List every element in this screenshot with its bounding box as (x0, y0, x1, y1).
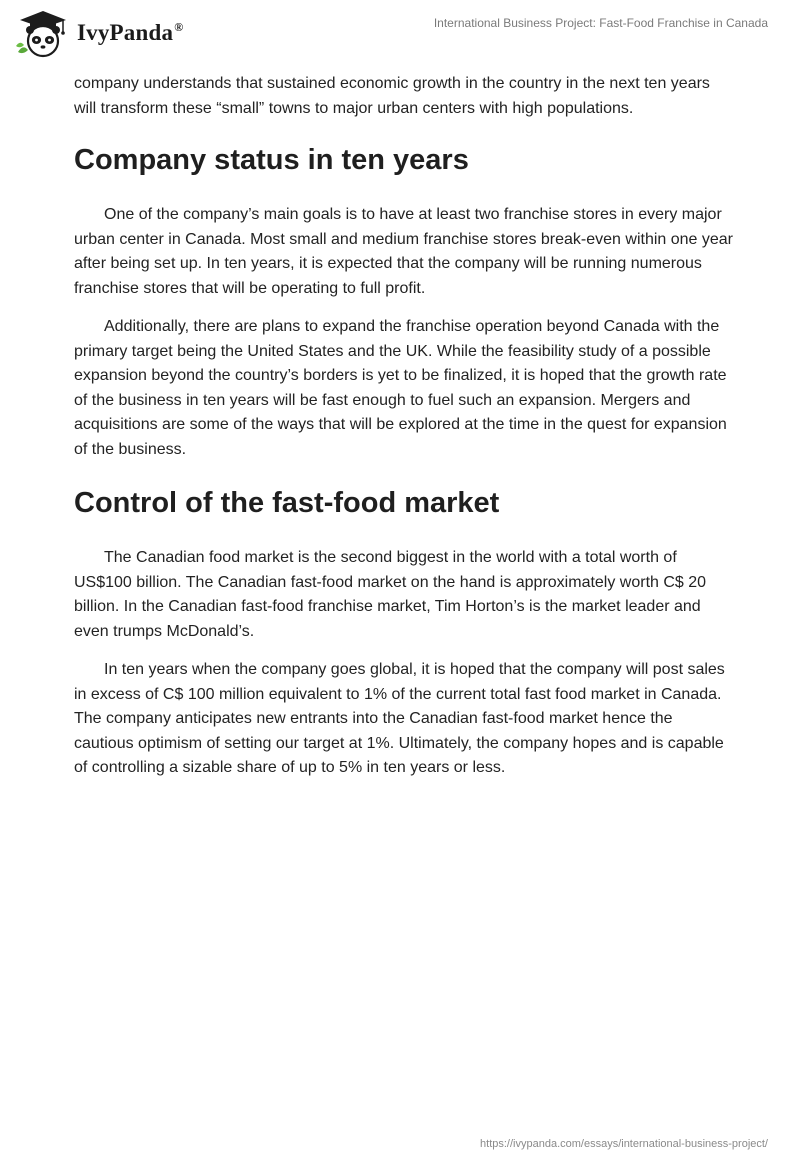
logo-wordmark: IvyPanda® (77, 20, 184, 45)
page-header (0, 0, 800, 64)
registered-mark: ® (174, 20, 184, 35)
section-heading-market-control: Control of the fast-food market (74, 487, 500, 519)
section-heading-company-status: Company status in ten years (74, 144, 469, 176)
panda-logo-icon (14, 8, 72, 58)
ivypanda-logo[interactable] (14, 8, 183, 58)
paragraph: The Canadian food market is the second biggest in the world with a total worth of US$100 billion. The Canadian fast-food market on the hand is approximately worth C$ 20 billion. In the Canadian fast-food franchise market, Tim Horton’s is the market leader and even trumps McDonald’s. (74, 549, 707, 640)
paragraph: One of the company’s main goals is to have at least two franchise stores in every major urban center in Canada. Most small and medium franchise stores break-even within one year after being set up. In ten years, it is expected that the company will be running numerous franchise stores that will be operating to full profit. (74, 206, 733, 297)
paragraph: Additionally, there are plans to expand the franchise operation beyond Canada with the primary target being the United States and the UK. While the feasibility study of a possible expansion beyond the country’s borders is yet to be finalized, it is hoped that the growth rate of the business in ten years will be fast enough to fuel such an expansion. Mergers and acquisitions are some of the ways that will be explored at the time in the quest for expansion of the business. (74, 318, 727, 458)
intro-paragraph: company understands that sustained economic growth in the country in the next ten years will transform these “small” towns to major urban centers with high populations. (74, 75, 710, 117)
source-url-link[interactable]: https://ivypanda.com/essays/international-business-project/ (480, 1138, 768, 1150)
running-title: International Business Project: Fast-Food Franchise in Canada (433, 16, 768, 30)
essay-content (74, 72, 734, 795)
paragraph: In ten years when the company goes global, it is hoped that the company will post sales in excess of C$ 100 million equivalent to 1% of the current total fast food market in Canada. The company anticipates new entrants into the Canadian fast-food market hence the cautious optimism of setting our target at 1%. Ultimately, the company hopes and is capable of controlling a sizable share of up to 5% in ten years or less. (74, 661, 725, 776)
